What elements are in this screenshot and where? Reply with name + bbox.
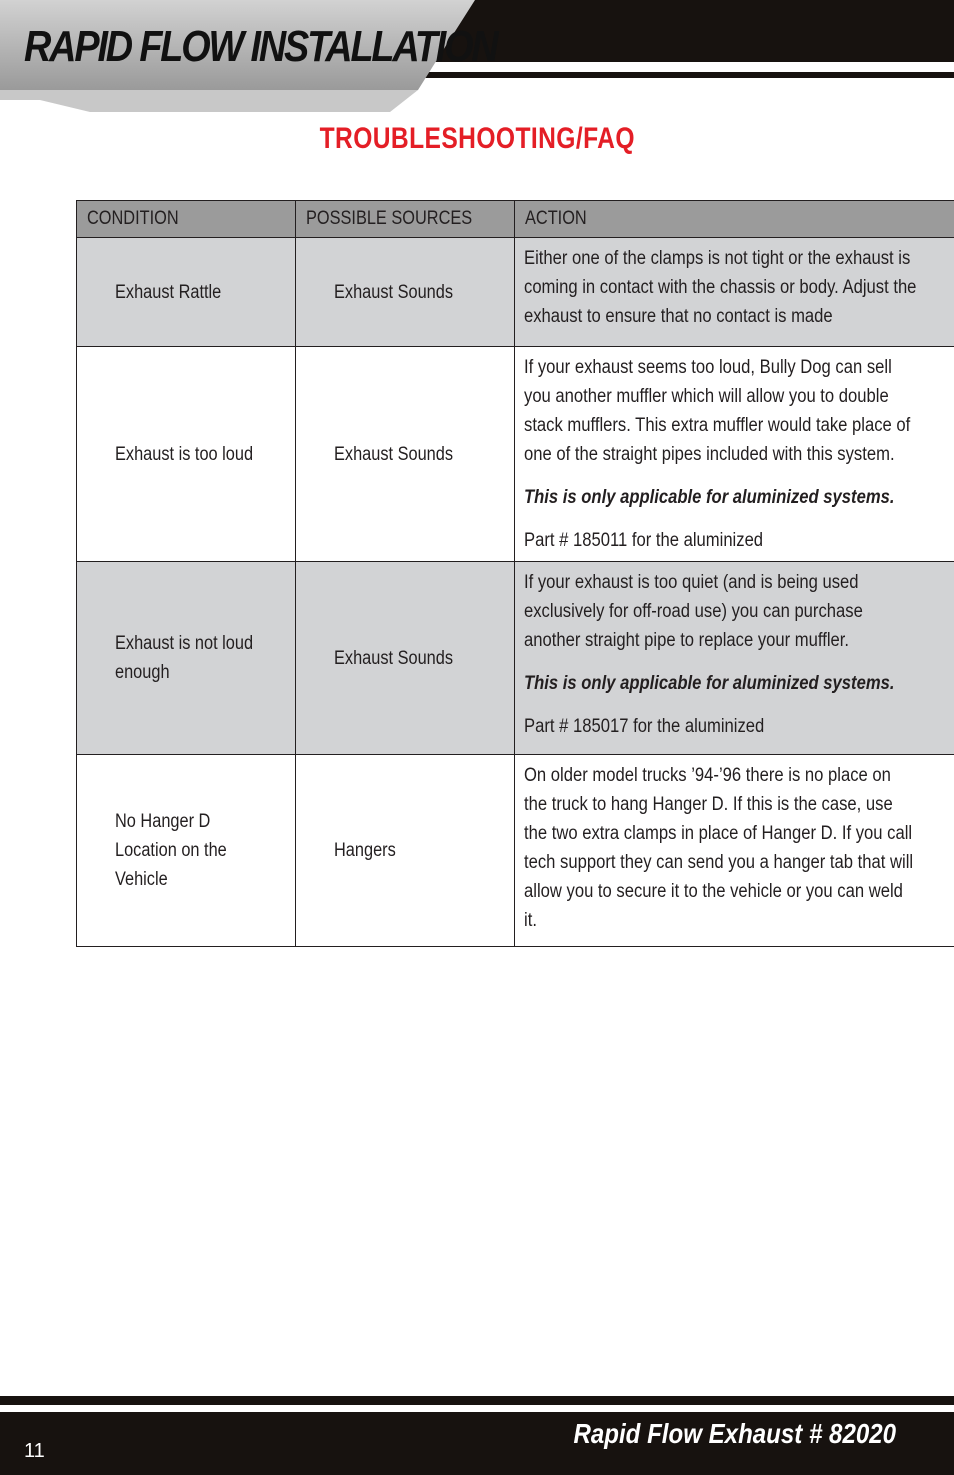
source-cell: Exhaust Sounds <box>296 562 515 755</box>
table-row <box>77 562 954 755</box>
condition-cell: Exhaust is not loud enough <box>77 562 296 755</box>
table-header-row <box>77 201 954 238</box>
applicability-note: This is only applicable for aluminized systems. <box>524 673 895 694</box>
action-cell: If your exhaust seems too loud, Bully Dog can sell you another muffler which will allow you to double stack mufflers. This extra muffler would take place of one of the straight pipes included with this system. This is only applicable for aluminized systems. Part # 185011 for the aluminized <box>515 347 954 562</box>
applicability-note: This is only applicable for aluminized systems. <box>524 487 895 508</box>
source-cell: Hangers <box>296 755 515 947</box>
part-number: Part # 185017 for the aluminized <box>524 716 765 737</box>
table-row <box>77 347 954 562</box>
column-header-condition: CONDITION <box>77 201 296 238</box>
action-cell: Either one of the clamps is not tight or the exhaust is coming in contact with the chassis or body. Adjust the exhaust to ensure that no contact is made <box>515 238 954 347</box>
table-row <box>77 755 954 947</box>
action-cell: If your exhaust is too quiet (and is being used exclusively for off-road use) you can purchase another straight pipe to replace your muffler. This is only applicable for aluminized systems. Part # 185017 for the aluminized <box>515 562 954 755</box>
part-number: Part # 185011 for the aluminized <box>524 530 764 551</box>
condition-cell: Exhaust Rattle <box>77 238 296 347</box>
product-title: Rapid Flow Exhaust # 82020 <box>573 1418 896 1449</box>
source-cell: Exhaust Sounds <box>296 238 515 347</box>
action-cell: On older model trucks ’94-’96 there is no place on the truck to hang Hanger D. If this is the case, use the two extra clamps in place of Hanger D. If you call tech support they can send you a hanger tab that will allow you to secure it to the vehicle or you can weld it. <box>515 755 954 947</box>
page-number: 11 <box>24 1440 45 1462</box>
faq-table <box>76 200 954 947</box>
condition-cell: No Hanger D Location on the Vehicle <box>77 755 296 947</box>
page-title: RAPID FLOW INSTALLATION <box>24 22 497 71</box>
table-row <box>77 238 954 347</box>
column-header-sources: POSSIBLE SOURCES <box>296 201 515 238</box>
column-header-action: ACTION <box>515 201 954 238</box>
section-heading: TROUBLESHOOTING/FAQ <box>319 122 635 155</box>
condition-cell: Exhaust is too loud <box>77 347 296 562</box>
source-cell: Exhaust Sounds <box>296 347 515 562</box>
